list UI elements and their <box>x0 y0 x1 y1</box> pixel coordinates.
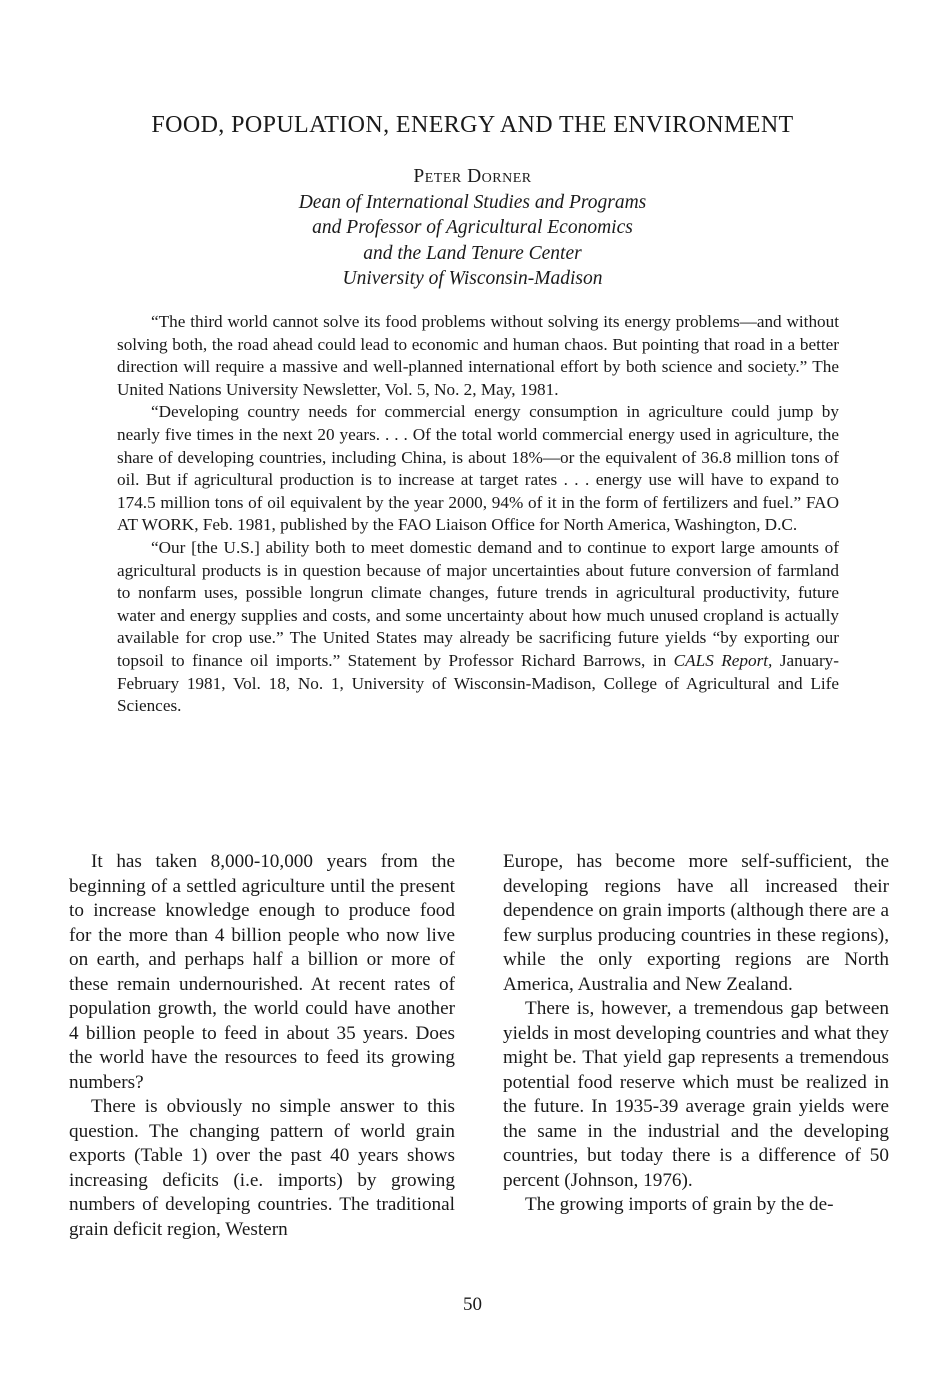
article-title: FOOD, POPULATION, ENERGY AND THE ENVIRONMENT <box>151 112 794 138</box>
epigraph-fao: “Developing country needs for commercial energy consumption in agriculture could jump by nearly five times in the next 20 years. . . . Of the total world commercial energy used in agriculture, the share of developing countries, including China, is about 18%—or the equivalent of 36.8 million tons of oil. But if agricultural production is to increase at target rates . . . energy use will have to expand to 174.5 million tons of oil equivalent by the year 2000, 94% of it in the form of fertilizers and fuel.” FAO AT WORK, Feb. 1981, published by the FAO Liaison Office for North America, Washington, D.C. <box>117 402 839 535</box>
body-paragraph: The growing imports of grain by the de- <box>525 1194 834 1215</box>
epigraph-cals <box>117 537 839 718</box>
epigraph-cals-citation: January-February 1981, Vol. 18, No. 1, University of Wisconsin-Madison, College of Agricultural and Life Sciences. <box>117 650 839 716</box>
journal-title: CALS Report, <box>673 650 773 670</box>
right-column <box>503 850 889 1218</box>
byline <box>0 164 945 292</box>
affiliation-line: Dean of International Studies and Programs <box>298 191 647 213</box>
body-paragraph: There is obviously no simple answer to this question. The changing pattern of world grain exports (Table 1) over the past 40 years shows increasing deficits (i.e. imports) by growing numbers of developing countries. The traditional grain deficit region, Western <box>69 1096 455 1240</box>
author-name: Peter Dorner <box>413 166 532 187</box>
page-number: 50 <box>463 1294 482 1315</box>
epigraphs <box>117 311 839 718</box>
affiliation-line: and Professor of Agricultural Economics <box>312 217 633 238</box>
body-paragraph: There is, however, a tremendous gap between yields in most developing countries and what they might be. That yield gap represents a tremendous potential food reserve which must be realized in the future. In 1935-39 average grain yields were the same in the industrial and the developing countries, but today there is a difference of 50 percent (Johnson, 1976). <box>503 998 889 1191</box>
body-paragraph: Europe, has become more self-sufficient, the developing regions have all increased their dependence on grain imports (although there are a few surplus producing countries in these regions), while the only exporting regions are North America, Australia and New Zealand. <box>503 851 889 995</box>
left-column <box>69 850 455 1242</box>
affiliation-line: University of Wisconsin-Madison <box>342 268 603 289</box>
epigraph-cals-text: “Our [the U.S.] ability both to meet domestic demand and to continue to export large amounts of agricultural products is in question because of major uncertainties about future conversion of farmland to nonfarm uses, possible longrun climate changes, future trends in agricultural productivity, future water and energy supplies and costs, and some uncertainty about how much unused cropland is actually available for crop use.” The United States may already be sacrificing future yields “by exporting our topsoil to finance oil imports.” Statement by Professor Richard Barrows, in <box>117 537 839 670</box>
affiliation-line: and the Land Tenure Center <box>363 242 582 264</box>
body-paragraph: It has taken 8,000-10,000 years from the beginning of a settled agriculture until the present to increase knowledge enough to produce food for the more than 4 billion people who now live on earth, and perhaps half a billion or more of these remain undernourished. At recent rates of population growth, the world could have another 4 billion people to feed in about 35 years. Does the world have the resources to feed its growing numbers? <box>69 851 455 1093</box>
epigraph-un-university: “The third world cannot solve its food problems without solving its energy problems—and without solving both, the road ahead could lead to economic and human chaos. But pointing that road in a better direction will require a massive and well-planned international effort by both science and society.” The United Nations University Newsletter, Vol. 5, No. 2, May, 1981. <box>117 312 839 399</box>
